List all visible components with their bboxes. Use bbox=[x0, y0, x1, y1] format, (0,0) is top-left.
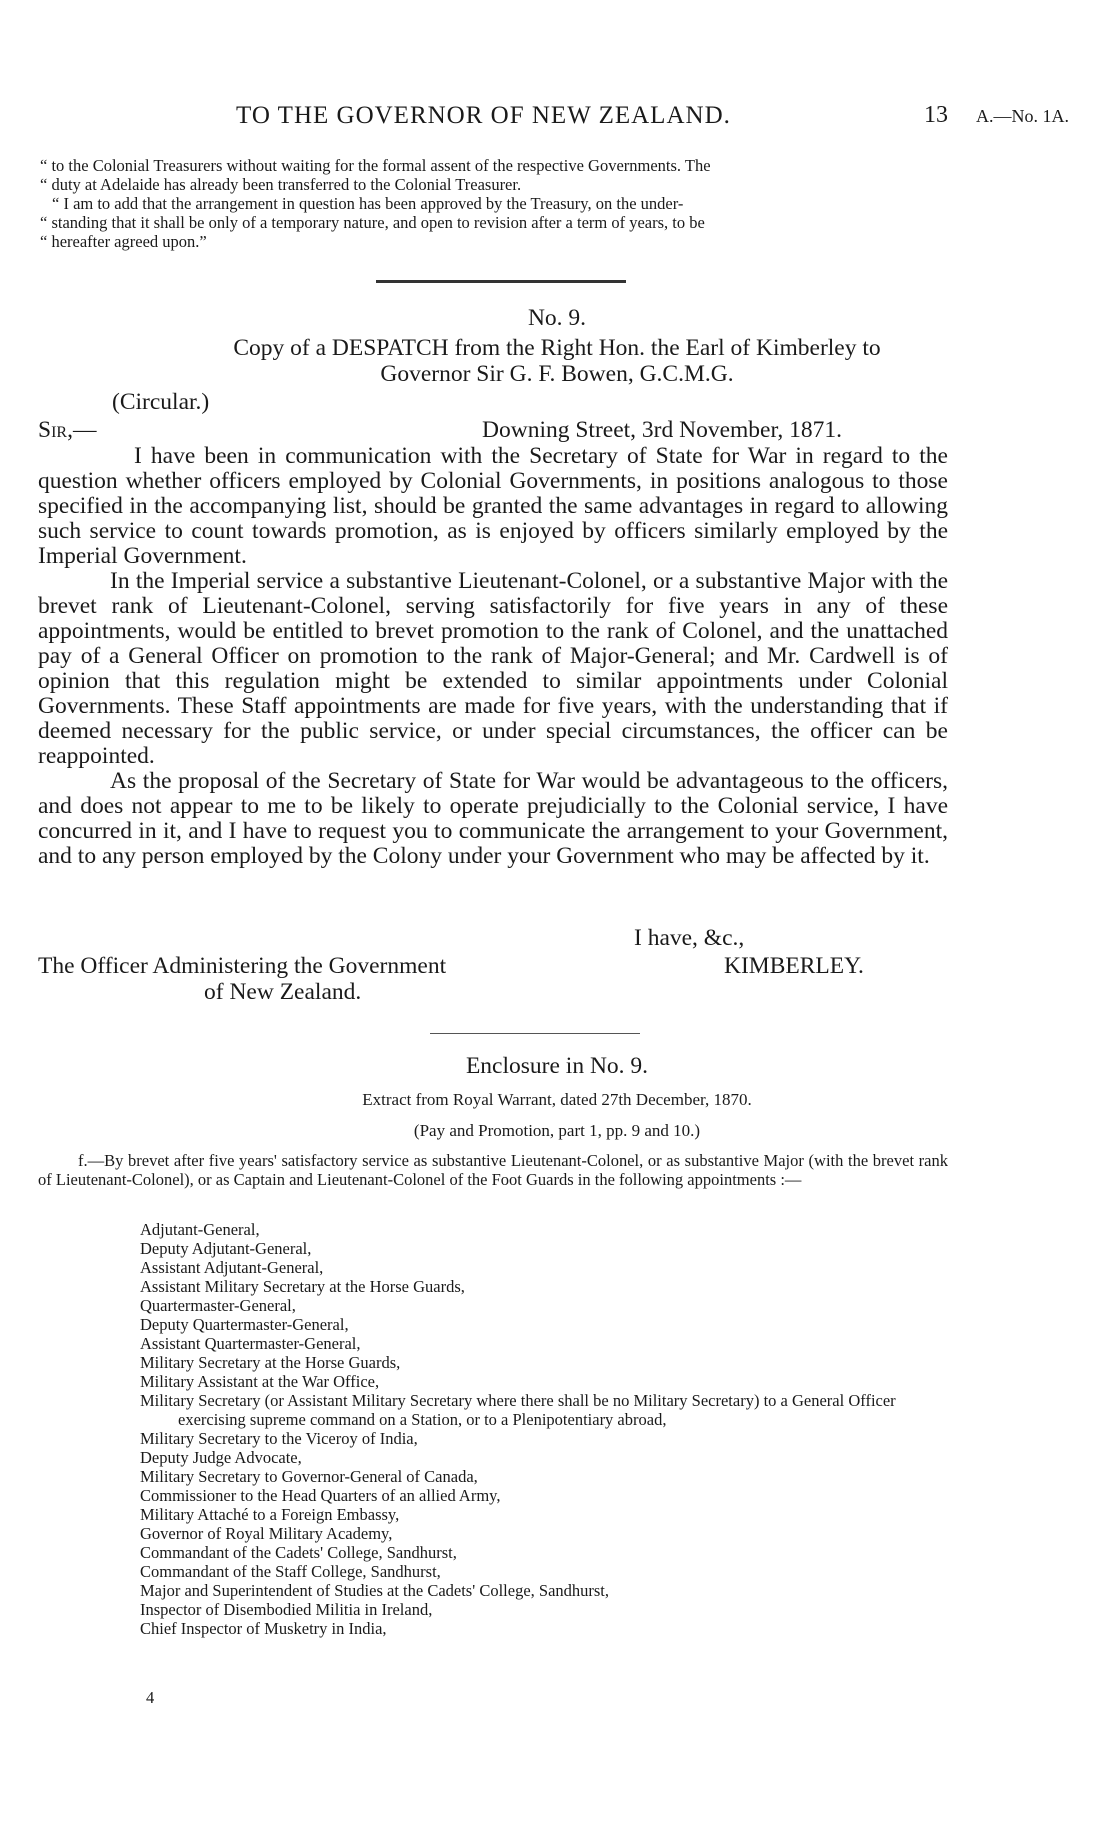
place-date: Downing Street, 3rd November, 1871. bbox=[482, 417, 842, 443]
appointment-item: Military Secretary (or Assistant Military Secretary where there shall be no Military Secretary) to a General Officer exercising supreme command on a Station, or to a Plenipotentiary abroad, bbox=[140, 1391, 896, 1429]
footer-mark: 4 bbox=[146, 1688, 155, 1707]
appointments-list bbox=[140, 1220, 950, 1638]
body-paragraph: I have been in communication with the Secretary of State for War in regard to the question whether officers employed by Colonial Governments, in positions analogous to those specified in the accompanying list, should be granted the same advantages in regard to allowing such service to count towards promotion, as is enjoyed by officers similarly employed by the Imperial Government. bbox=[38, 443, 948, 569]
body-paragraph: In the Imperial service a substantive Lieutenant-Colonel, or a substantive Major with the brevet rank of Lieutenant-Colonel, serving satisfactorily for five years in any of these appointments, would be entitled to brevet promotion to the rank of Colonel, and the unattached pay of a General Officer on promotion to the rank of Major-General; and Mr. Cardwell is of opinion that this regulation might be extended to similar appointments under Colonial Governments. These Staff appointments are made for five years, with the understanding that if deemed necessary for the public service, or under special circumstances, the officer can be reappointed. bbox=[38, 568, 948, 769]
circular-label: (Circular.) bbox=[112, 389, 210, 415]
despatch-title-line2: Governor Sir G. F. Bowen, G.C.M.G. bbox=[380, 361, 734, 387]
quote-line: “ duty at Adelaide has already been transferred to the Colonial Treasurer. bbox=[40, 175, 522, 194]
appointment-item: Chief Inspector of Musketry in India, bbox=[140, 1619, 387, 1638]
appointment-item: Deputy Quartermaster-General, bbox=[140, 1315, 349, 1334]
enclosure-extract-line: Extract from Royal Warrant, dated 27th December, 1870. bbox=[362, 1090, 752, 1109]
addressee-line1: The Officer Administering the Government bbox=[38, 953, 447, 979]
section-divider bbox=[430, 1033, 640, 1034]
appointment-item: Military Secretary to the Viceroy of India, bbox=[140, 1429, 418, 1448]
appointment-item: Adjutant-General, bbox=[140, 1220, 260, 1239]
appointment-item: Military Secretary to Governor-General of Canada, bbox=[140, 1467, 478, 1486]
closing: I have, &c., bbox=[634, 925, 745, 951]
despatch-number: No. 9. bbox=[527, 305, 587, 331]
despatch-body bbox=[38, 444, 948, 869]
salutation: Sir,— bbox=[38, 417, 97, 443]
enclosure-reference: (Pay and Promotion, part 1, pp. 9 and 10.) bbox=[413, 1121, 701, 1140]
signature: KIMBERLEY. bbox=[724, 953, 864, 979]
quote-line: “ hereafter agreed upon.” bbox=[40, 232, 207, 251]
appointment-item: Military Assistant at the War Office, bbox=[140, 1372, 380, 1391]
enclosure-intro: f.—By brevet after five years' satisfactory service as substantive Lieutenant-Colonel, or as substantive Major (with the brevet rank of Lieutenant-Colonel), or as Captain and Lieutenant-Colonel of the Foot Guards in the following appointments :— bbox=[38, 1151, 948, 1189]
appointment-item: Assistant Military Secretary at the Horse Guards, bbox=[140, 1277, 465, 1296]
appointment-item: Military Secretary at the Horse Guards, bbox=[140, 1353, 401, 1372]
quote-line: “ to the Colonial Treasurers without waiting for the formal assent of the respective Governments. The bbox=[40, 156, 711, 175]
appointment-item: Deputy Adjutant-General, bbox=[140, 1239, 312, 1258]
appointment-item: Military Attaché to a Foreign Embassy, bbox=[140, 1505, 400, 1524]
appointment-item: Commissioner to the Head Quarters of an allied Army, bbox=[140, 1486, 501, 1505]
appointment-item: Inspector of Disembodied Militia in Ireland, bbox=[140, 1600, 433, 1619]
appointment-item: Governor of Royal Military Academy, bbox=[140, 1524, 393, 1543]
page-number: 13 bbox=[924, 102, 948, 128]
quote-continuation bbox=[40, 156, 948, 251]
addressee-line2: of New Zealand. bbox=[204, 979, 362, 1005]
despatch-title-line1: Copy of a DESPATCH from the Right Hon. the Earl of Kimberley to bbox=[233, 335, 881, 361]
section-divider bbox=[376, 280, 626, 283]
appointment-item: Major and Superintendent of Studies at the Cadets' College, Sandhurst, bbox=[140, 1581, 610, 1600]
appointment-item: Assistant Adjutant-General, bbox=[140, 1258, 324, 1277]
appointment-item: Commandant of the Staff College, Sandhurst, bbox=[140, 1562, 441, 1581]
quote-line: “ standing that it shall be only of a temporary nature, and open to revision after a term of years, to be bbox=[40, 213, 705, 232]
enclosure-title: Enclosure in No. 9. bbox=[465, 1053, 649, 1079]
appointment-item: Quartermaster-General, bbox=[140, 1296, 296, 1315]
quote-line: “ I am to add that the arrangement in question has been approved by the Treasury, on the under- bbox=[52, 194, 684, 213]
document-reference: A.—No. 1A. bbox=[976, 106, 1069, 126]
page-header-title: TO THE GOVERNOR OF NEW ZEALAND. bbox=[236, 102, 731, 129]
appointment-item: Commandant of the Cadets' College, Sandhurst, bbox=[140, 1543, 457, 1562]
appointment-item: Deputy Judge Advocate, bbox=[140, 1448, 302, 1467]
appointment-item: Assistant Quartermaster-General, bbox=[140, 1334, 361, 1353]
body-paragraph: As the proposal of the Secretary of State for War would be advantageous to the officers, and does not appear to me to be likely to operate prejudicially to the Colonial service, I have concurred in it, and I have to request you to communicate the arrangement to your Government, and to any person employed by the Colony under your Government who may be affected by it. bbox=[38, 768, 948, 869]
